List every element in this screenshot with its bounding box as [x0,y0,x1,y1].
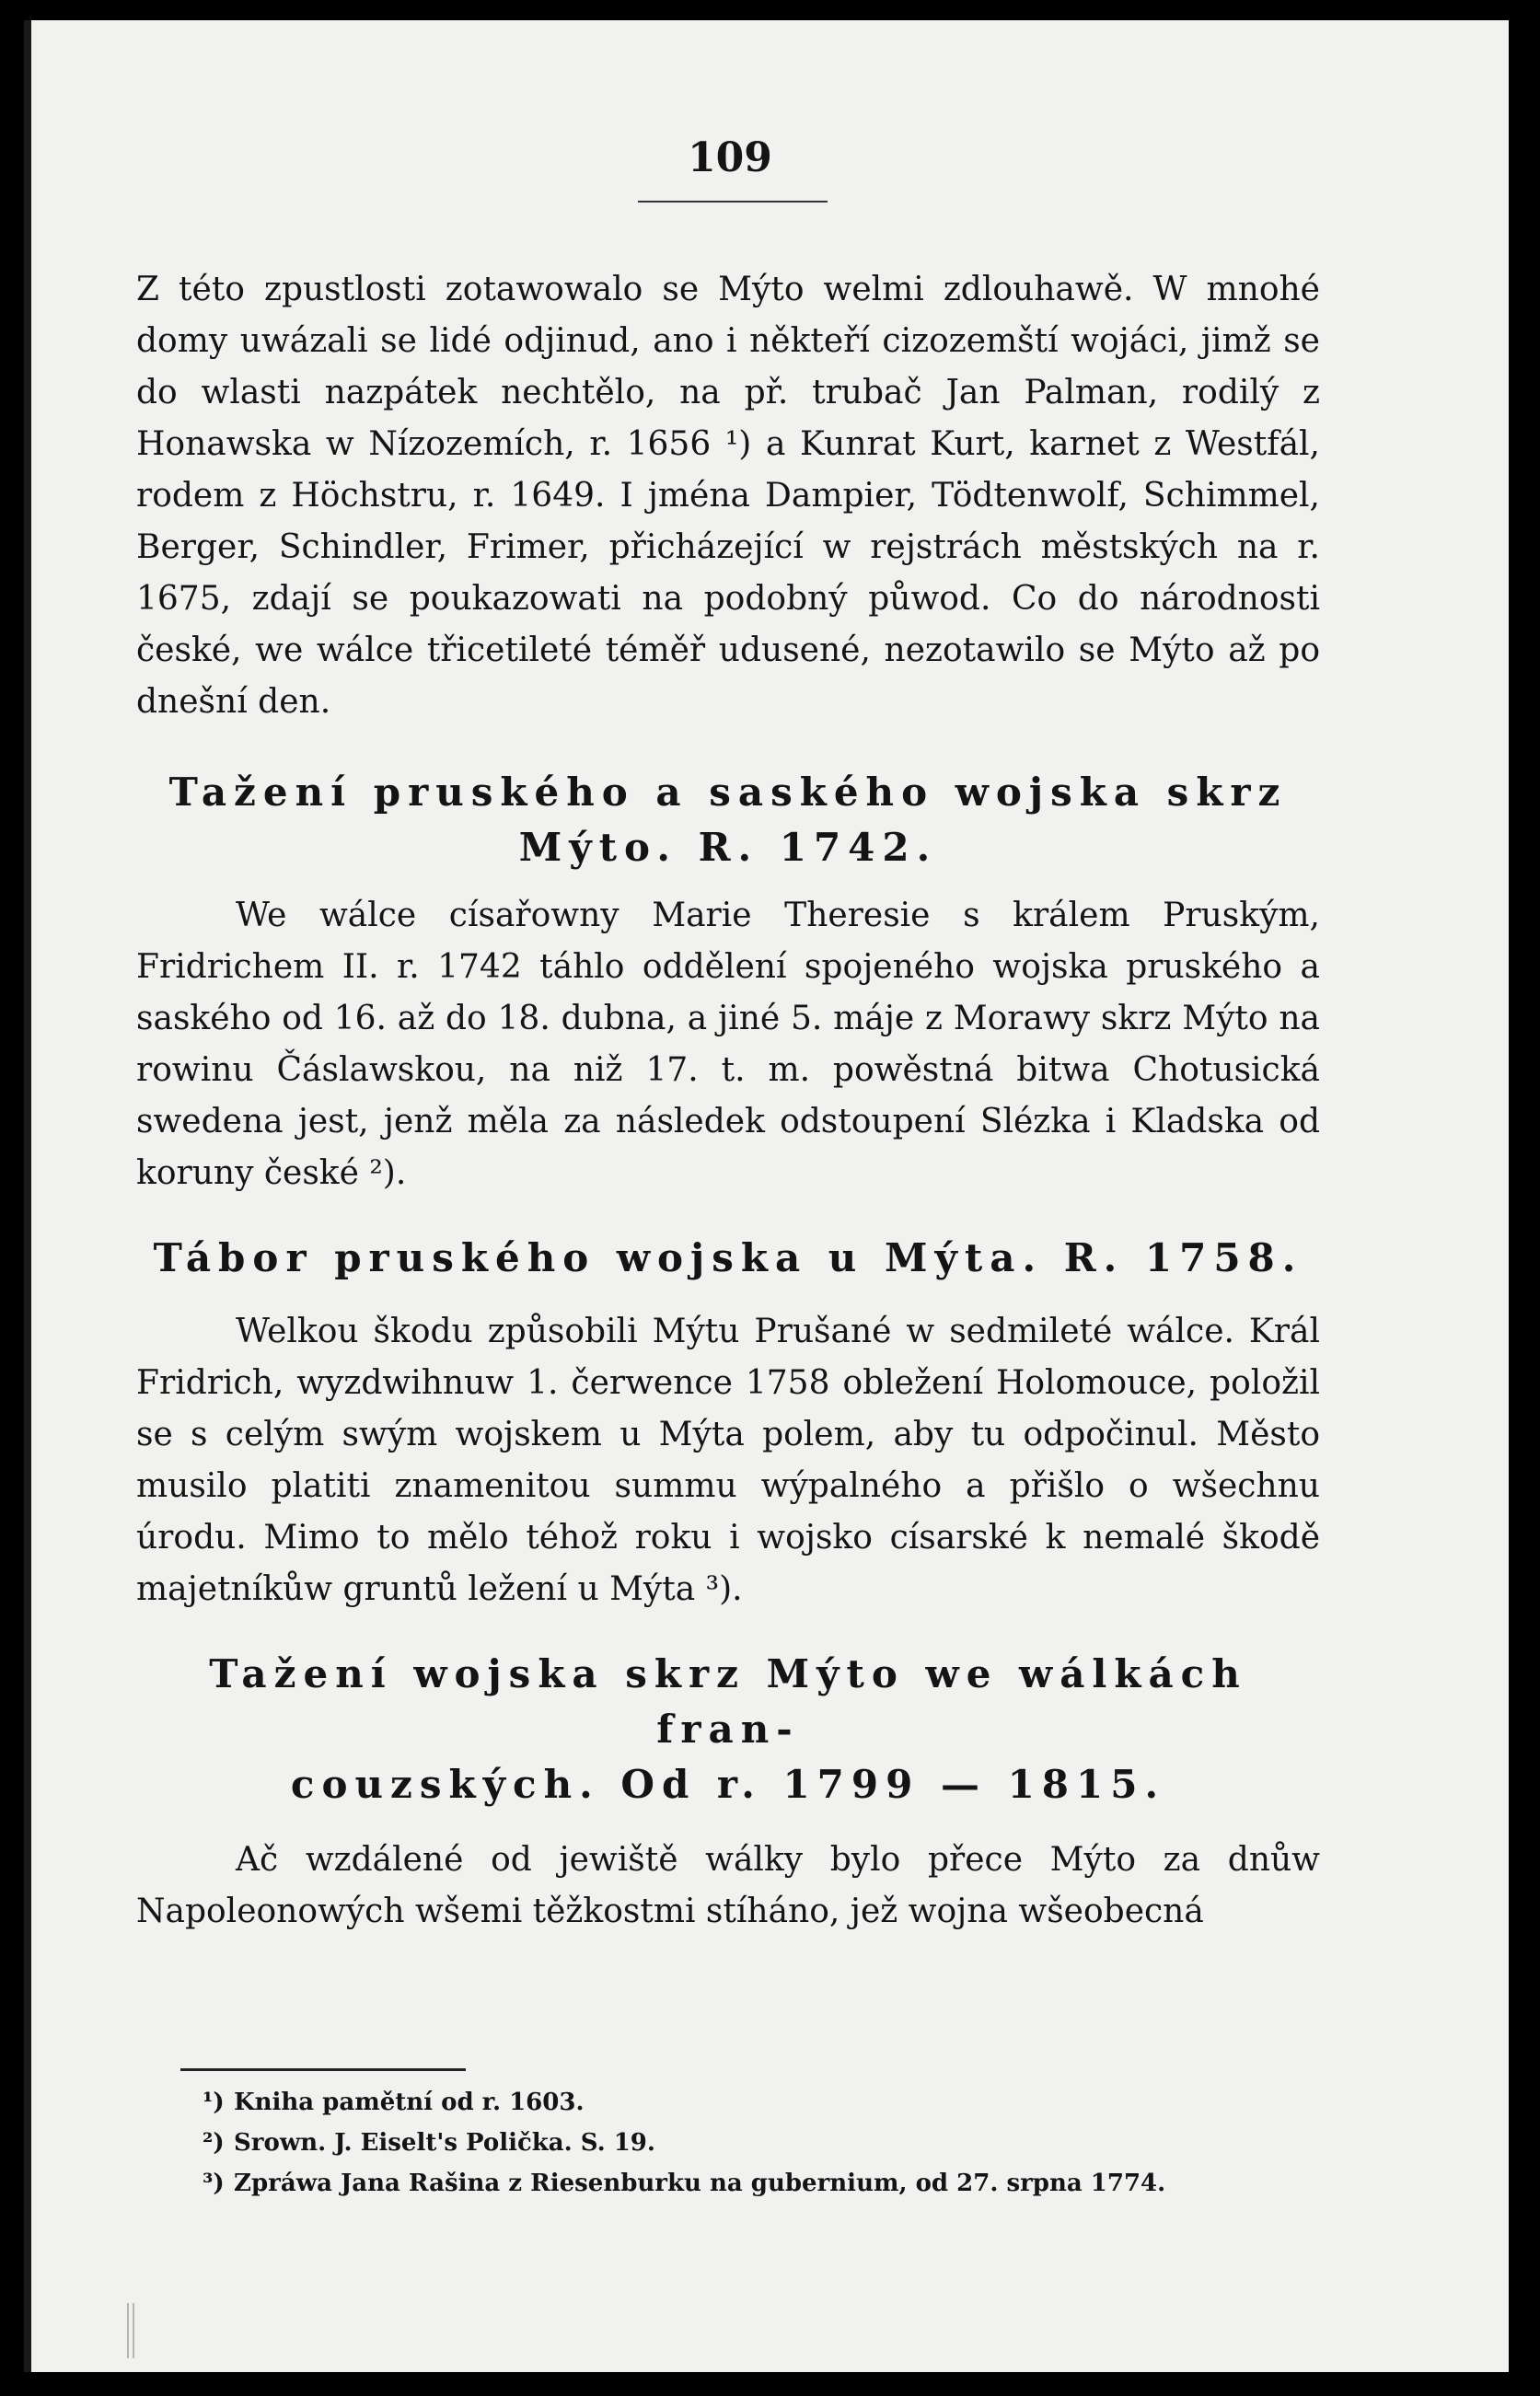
footnote-rule [180,2068,466,2071]
footnotes [203,2082,1326,2204]
footnote-text: Kniha pamětní od r. 1603. [234,2089,585,2116]
bleed-through-mark [127,2303,134,2358]
footnote-3 [203,2163,1326,2204]
paragraph-1758: Welkou škodu způsobili Mýtu Prušané w sedmileté wálce. Král Fridrich, wyzdwihnuw 1. čerwence 1758 obležení Holomouce, položil se s celým swým wojskem u Mýta polem, aby tu odpočinul. Město musilo platiti znamenitou summu wýpalného a přišlo o wšechnu úrodu. Mimo to mělo téhož roku i wojsko císarské k nemalé škodě majetníkůw gruntů ležení u Mýta ³). [136,1313,1320,1608]
footnote-text: Zpráwa Jana Rašina z Riesenburku na gubernium, od 27. srpna 1774. [234,2170,1166,2197]
book-page [24,20,1509,2372]
heading-prussian-camp: Tábor pruského wojska u Mýta. R. 1758. [153,1235,1303,1280]
paragraph-napoleonic: Ač wzdálené od jewiště wálky bylo přece Mýto za dnůw Napoleonowých wšemi těžkostmi stíháno, jež wojna wšeobecná [136,1841,1320,1930]
paragraph-1742: We wálce císařowny Marie Theresie s králem Pruským, Fridrichem II. r. 1742 táhlo oddělení spojeného wojska pruského a saského od 16. až do 18. dubna, a jiné 5. máje z Morawy skrz Mýto na rowinu Čáslawskou, na niž 17. t. m. powěstná bitwa Chotusická swedena jest, jenž měla za následek odstoupení Slézka i Kladska od koruny české ²). [136,897,1320,1192]
page-number-rule [638,201,828,203]
footnote-mark: ¹) [203,2089,225,2116]
heading-prussian-saxon-march [136,765,1320,875]
heading-line-1: Tažení wojska skrz Mýto we wálkách fran- [209,1651,1247,1752]
heading-line-2: couzských. Od r. 1799 — 1815. [290,1762,1166,1807]
paragraph-opening: Z této zpustlosti zotawowalo se Mýto welmi zdlouhawě. W mnohé domy uwázali se lidé odjinud, ano i někteří cizozemští wojáci, jimž se do wlasti nazpátek nechtělo, na př. trubač Jan Palman, rodilý z Honawska w Nízozemích, r. 1656 ¹) a Kunrat Kurt, karnet z Westfál, rodem z Höchstru, r. 1649. I jména Dampier, Tödtenwolf, Schimmel, Berger, Schindler, Frimer, přicházející w rejstrách městských na r. 1675, zdají se poukazowati na podobný půwod. Co do národnosti české, we wálce třicetileté téměř udusené, nezotawilo se Mýto až po dnešní den. [136,271,1320,721]
page-number: 109 [688,134,772,181]
footnote-2 [203,2123,1326,2163]
heading-line-1: Tažení pruského a saského wojska skrz [168,770,1288,815]
heading-french-wars [136,1647,1320,1812]
footnote-1 [203,2082,1326,2123]
heading-line-2: Mýto. R. 1742. [518,825,938,870]
footnote-mark: ²) [203,2129,225,2157]
page-body [136,264,1320,1938]
footnote-mark: ³) [203,2170,225,2197]
footnote-text: Srown. J. Eiselt's Polička. S. 19. [234,2129,655,2157]
page-left-edge [24,20,31,2372]
